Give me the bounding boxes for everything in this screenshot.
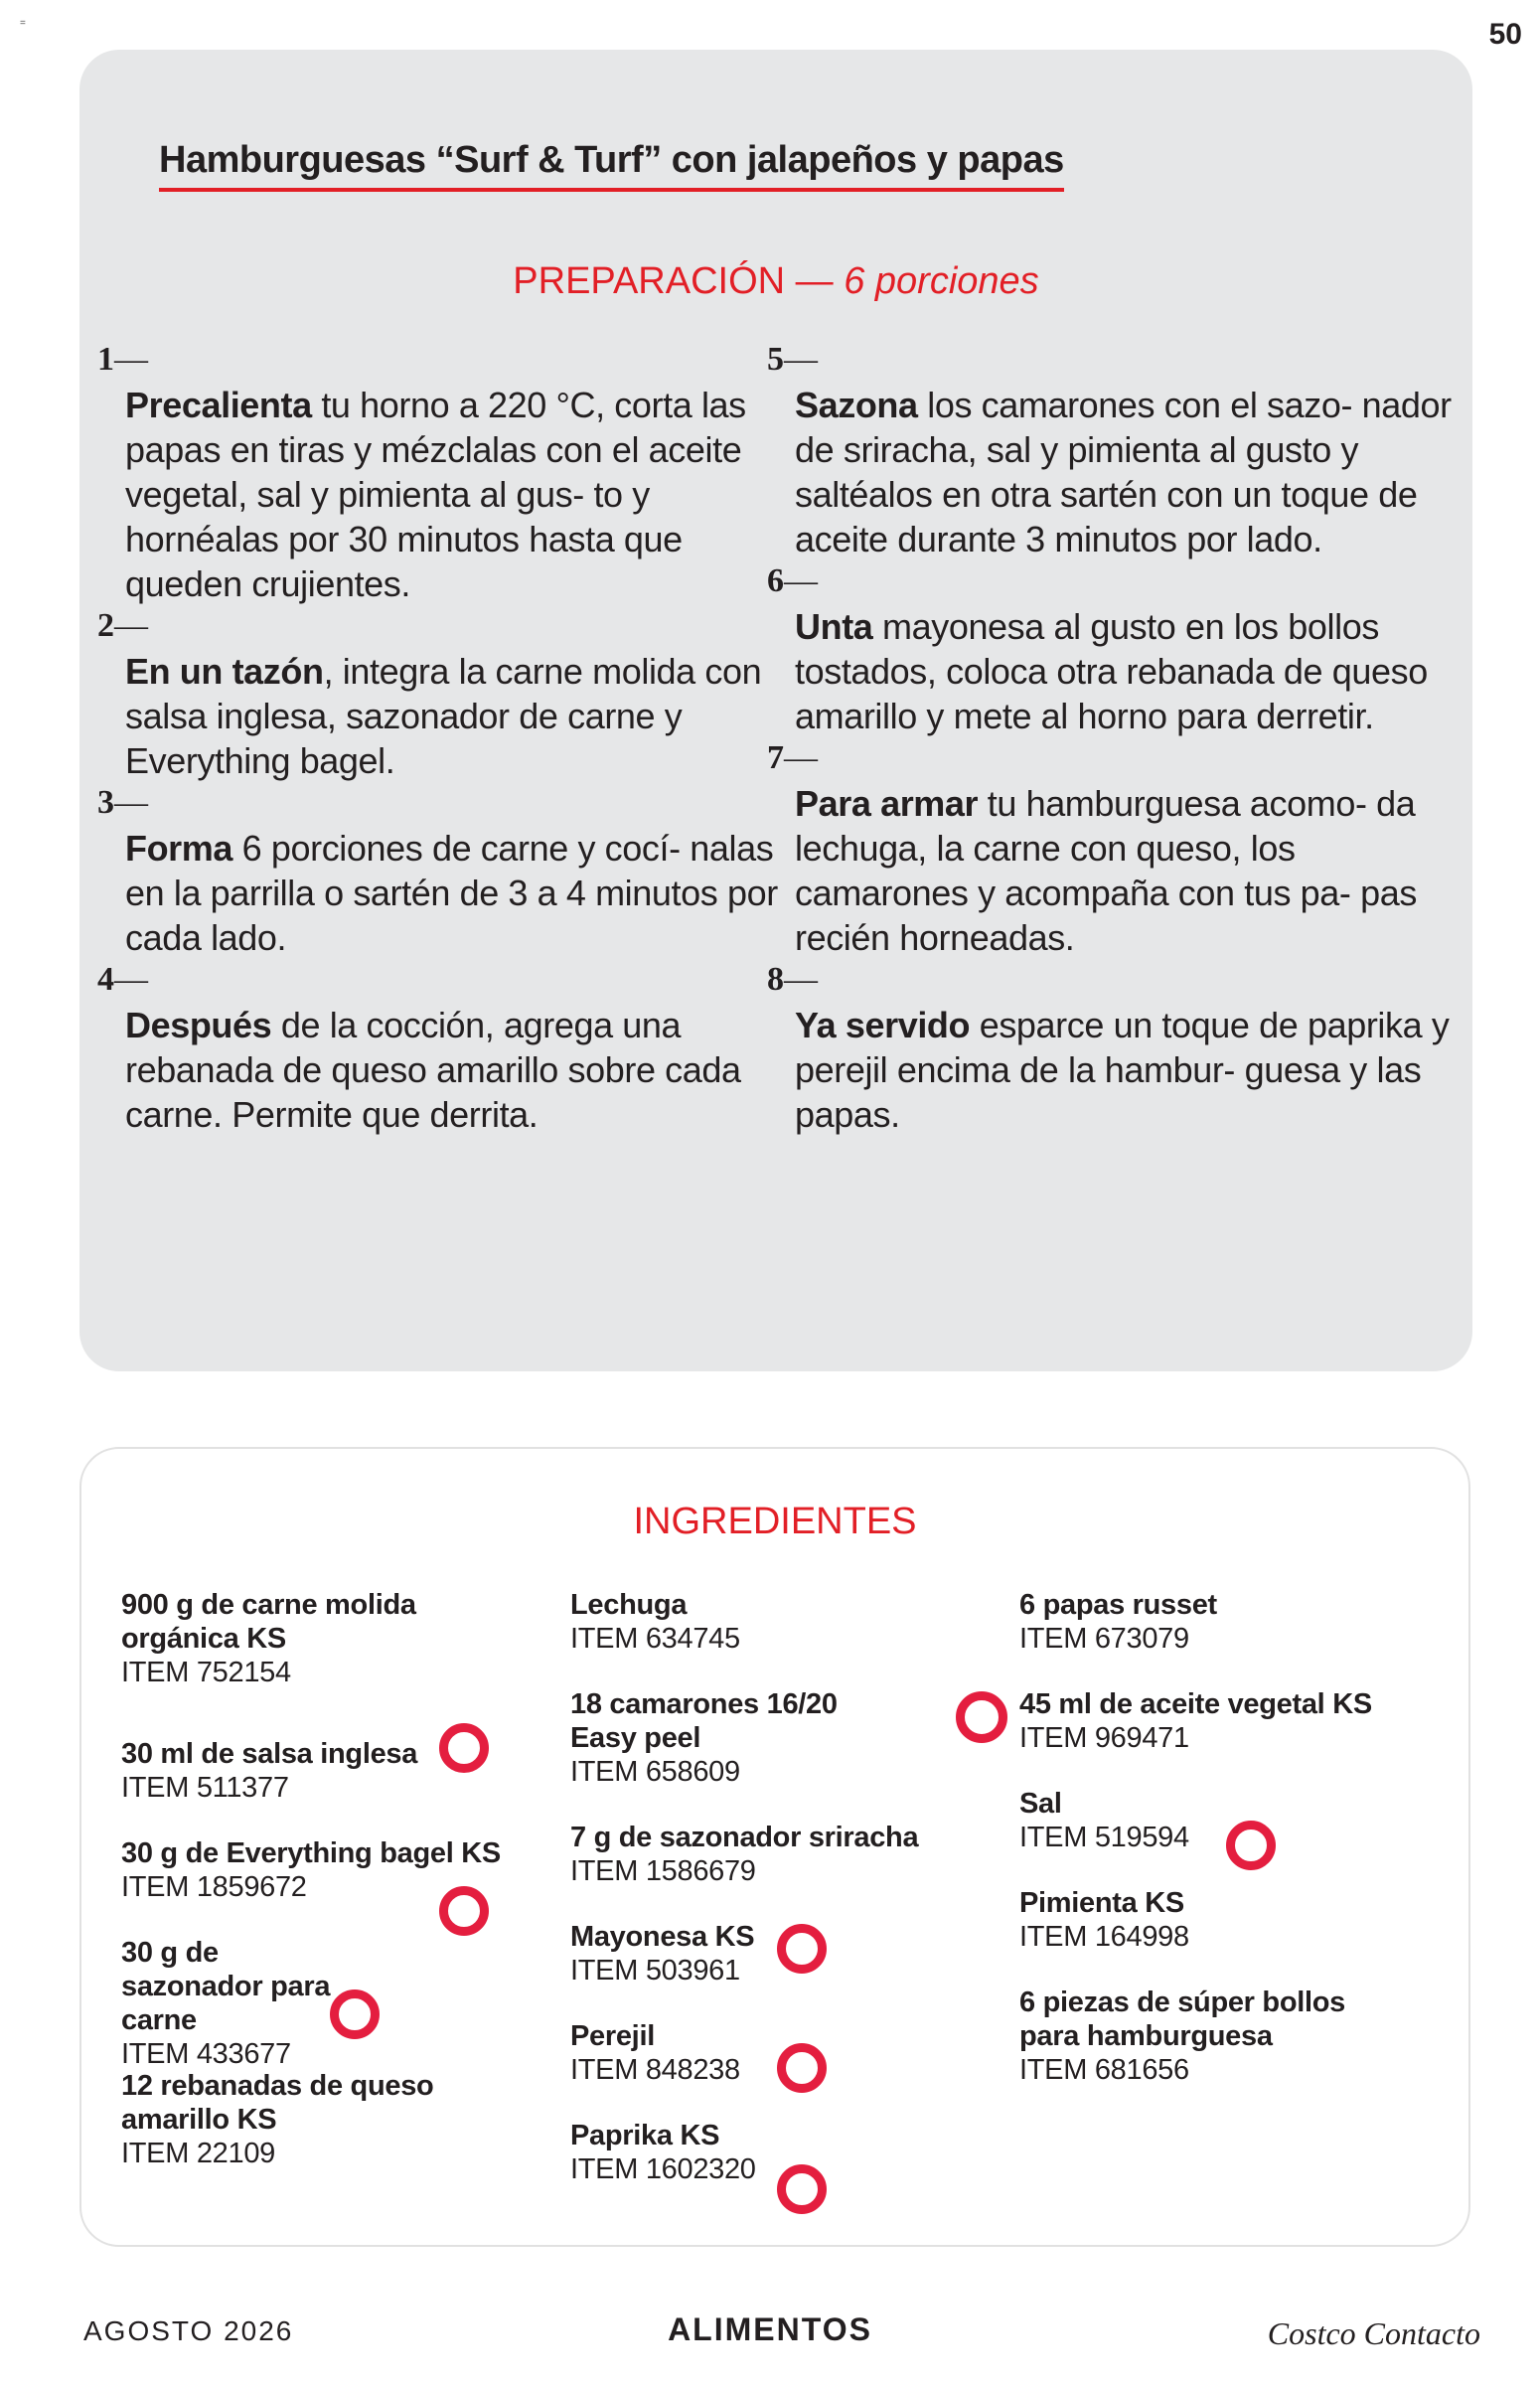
ingredient-code: ITEM 22109: [121, 2138, 275, 2169]
ingredient-item: [1019, 1588, 1417, 1656]
circle-mark-sazonador-carne: [330, 1989, 380, 2039]
step-number: 6—: [767, 562, 818, 600]
ingredient-name: 900 g de carne molida orgánica KS: [121, 1589, 416, 1655]
ingredient-name: 30 ml de salsa inglesa: [121, 1738, 418, 1770]
ingredient-name: 12 rebanadas de queso amarillo KS: [121, 2070, 434, 2136]
steps-column-left: [97, 340, 793, 1137]
circle-mark-everything-bagel: [439, 1886, 489, 1936]
step-7: [767, 738, 1453, 960]
portions-label: 6 porciones: [844, 260, 1039, 302]
ingredient-name: 45 ml de aceite vegetal KS: [1019, 1688, 1372, 1720]
step-text: Ya servido esparce un toque de paprika y perejil encima de la hambur- guesa y las papas.: [795, 1005, 1450, 1136]
footer-section: ALIMENTOS: [668, 2311, 872, 2347]
ingredient-item: [570, 2119, 868, 2186]
preparation-label: PREPARACIÓN —: [513, 260, 845, 302]
ingredient-item: [121, 1836, 558, 1904]
ingredient-name: 6 papas russet: [1019, 1589, 1217, 1621]
step-1: [97, 340, 793, 606]
ingredient-code: ITEM 634745: [570, 1623, 740, 1655]
ingredient-item: [121, 1936, 360, 2071]
step-2: [97, 606, 793, 783]
ingredient-name: 30 g de Everything bagel KS: [121, 1837, 501, 1869]
ingredient-item: [1019, 1986, 1397, 2087]
step-text: Unta mayonesa al gusto en los bollos tostados, coloca otra rebanada de queso amarillo y mete al horno para derretir.: [795, 606, 1428, 737]
ingredient-name: Paprika KS: [570, 2120, 720, 2151]
ingredient-code: ITEM 1602320: [570, 2153, 756, 2185]
step-text: Precalienta tu horno a 220 °C, corta las papas en tiras y mézclalas con el aceite vegetal, sal y pimienta al gus- to y hornéalas por 30 minutos hasta que queden crujientes.: [125, 385, 746, 605]
step-8: [767, 960, 1453, 1137]
ingredient-name: Lechuga: [570, 1589, 688, 1621]
ingredient-name: 18 camarones 16/20 Easy peel: [570, 1688, 838, 1754]
ingredient-name: Mayonesa KS: [570, 1921, 755, 1953]
ingredient-item: [121, 1588, 539, 1689]
ingredient-code: ITEM 511377: [121, 1772, 289, 1804]
ingredient-code: ITEM 1586679: [570, 1855, 756, 1887]
ingredient-code: ITEM 433677: [121, 2038, 291, 2070]
corner-mark: =: [20, 18, 26, 29]
steps-column-right: [767, 340, 1453, 1137]
preparation-heading: [79, 260, 1472, 303]
ingredient-name: 6 piezas de súper bollos para hamburguesa: [1019, 1987, 1346, 2052]
ingredient-code: ITEM 752154: [121, 1657, 291, 1688]
ingredient-name: Perejil: [570, 2020, 655, 2052]
circle-mark-paprika: [777, 2164, 827, 2214]
ingredient-code: ITEM 681656: [1019, 2054, 1189, 2086]
ingredient-name: 7 g de sazonador sriracha: [570, 1822, 919, 1853]
ingredient-name: Pimienta KS: [1019, 1887, 1184, 1919]
ingredient-code: ITEM 969471: [1019, 1722, 1189, 1754]
circle-mark-camarones: [956, 1691, 1007, 1743]
step-3: [97, 783, 793, 960]
ingredient-code: ITEM 673079: [1019, 1623, 1189, 1655]
step-4: [97, 960, 793, 1137]
step-text: Sazona los camarones con el sazo- nador de sriracha, sal y pimienta al gusto y saltéalos en otra sartén con un toque de aceite durante 3 minutos por lado.: [795, 385, 1452, 560]
circle-mark-mayonesa: [777, 1924, 827, 1974]
ingredient-name: 30 g de sazonador para carne: [121, 1937, 331, 2036]
step-5: [767, 340, 1453, 561]
ingredients-heading: INGREDIENTES: [633, 1501, 917, 1542]
ingredient-item: [121, 2069, 479, 2170]
step-number: 8—: [767, 961, 818, 999]
ingredient-item: [1019, 1886, 1317, 1954]
ingredient-code: ITEM 1859672: [121, 1871, 307, 1903]
footer-date: AGOSTO 2026: [83, 2315, 294, 2346]
step-number: 4—: [97, 961, 148, 999]
ingredient-item: [570, 1687, 888, 1789]
step-number: 1—: [97, 341, 148, 378]
ingredient-item: [1019, 1687, 1437, 1755]
step-text: En un tazón, integra la carne molida con salsa inglesa, sazonador de carne y Everything bagel.: [125, 651, 762, 782]
ingredient-code: ITEM 848238: [570, 2054, 740, 2086]
ingredient-item: [570, 1588, 948, 1656]
step-number: 7—: [767, 739, 818, 777]
page-number: 50: [1488, 18, 1522, 51]
footer-brand: Costco Contacto: [1267, 2315, 1480, 2351]
circle-mark-perejil: [777, 2043, 827, 2093]
ingredient-code: ITEM 519594: [1019, 1822, 1189, 1853]
ingredients-card: [79, 1447, 1470, 2247]
ingredient-name: Sal: [1019, 1788, 1062, 1820]
step-text: Forma 6 porciones de carne y cocí- nalas en la parrilla o sartén de 3 a 4 minutos por cada lado.: [125, 828, 778, 959]
step-6: [767, 561, 1453, 738]
step-number: 5—: [767, 341, 818, 378]
ingredient-code: ITEM 503961: [570, 1955, 740, 1987]
step-number: 2—: [97, 607, 148, 645]
step-number: 3—: [97, 784, 148, 822]
step-text: Después de la cocción, agrega una rebanada de queso amarillo sobre cada carne. Permite que derrita.: [125, 1005, 741, 1136]
recipe-title: Hamburguesas “Surf & Turf” con jalapeños y papas: [159, 139, 1064, 192]
ingredient-code: ITEM 658609: [570, 1756, 740, 1788]
circle-mark-sal: [1226, 1821, 1276, 1870]
preparation-card: [79, 50, 1472, 1371]
step-text: Para armar tu hamburguesa acomo- da lechuga, la carne con queso, los camarones y acompaña con tus pa- pas recién horneadas.: [795, 783, 1417, 959]
ingredient-code: ITEM 164998: [1019, 1921, 1189, 1953]
circle-mark-salsa-inglesa: [439, 1723, 489, 1773]
ingredient-item: [570, 1821, 968, 1888]
